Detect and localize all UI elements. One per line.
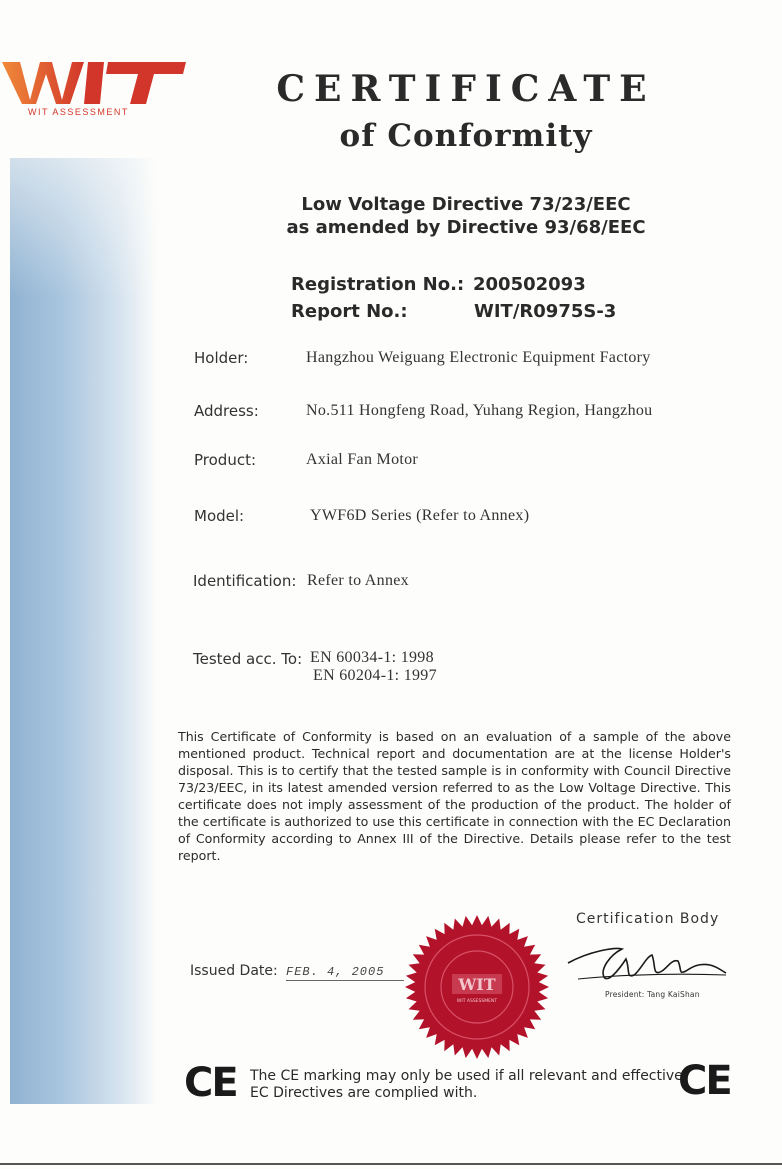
logo-caption: WIT ASSESSMENT	[28, 107, 129, 117]
president-caption: President: Tang KaiShan	[605, 990, 700, 999]
directive-line-2: as amended by Directive 93/68/EEC	[286, 217, 646, 238]
registration-label: Registration No.:	[291, 274, 465, 295]
bottom-divider	[0, 1163, 782, 1165]
ce-mark-icon-right: CE	[678, 1058, 731, 1104]
tested-label: Tested acc. To:	[193, 650, 303, 668]
certification-body-label: Certification Body	[576, 911, 720, 927]
svg-text:WIT ASSESSMENT: WIT ASSESSMENT	[456, 999, 498, 1004]
wit-seal-icon	[402, 912, 552, 1062]
identification-value: Refer to Annex	[307, 572, 409, 589]
registration-value: 200502093	[473, 274, 586, 295]
president-signature	[560, 935, 730, 995]
tested-standard-1: EN 60034-1: 1998	[310, 649, 434, 666]
issued-date-label: Issued Date:	[190, 963, 278, 979]
conformity-statement: This Certificate of Conformity is based on an evaluation of a sample of the above mentioned product. Technical report and documentation are at the license Holder's disposal. This is to certify that the tested sample is in conformity with Council Directive 73/23/EEC, in its latest amended version referred to as the Low Voltage Directive. This certificate does not imply assessment of the production of the product. The holder of the certificate is authorized to use this certificate in connection with the EC Declaration of Conformity according to Annex III of the Directive. Details please refer to the test report.	[178, 729, 731, 863]
model-label: Model:	[194, 507, 245, 525]
product-label: Product:	[194, 451, 257, 469]
report-value: WIT/R0975S-3	[474, 301, 617, 322]
address-value: No.511 Hongfeng Road, Yuhang Region, Hangzhou	[306, 402, 653, 419]
report-label: Report No.:	[291, 301, 408, 322]
address-label: Address:	[194, 402, 259, 420]
product-value: Axial Fan Motor	[306, 451, 419, 468]
holder-value: Hangzhou Weiguang Electronic Equipment Factory	[306, 349, 651, 366]
ce-statement-line-2: EC Directives are complied with.	[250, 1085, 478, 1101]
decorative-side-band	[10, 158, 158, 1104]
tested-standard-2: EN 60204-1: 1997	[313, 667, 437, 684]
ce-statement	[250, 1068, 683, 1102]
certificate-subtitle: of Conformity	[339, 118, 593, 154]
certificate-title: CERTIFICATE	[276, 68, 656, 110]
holder-label: Holder:	[194, 349, 249, 367]
ce-mark-icon: CE	[184, 1060, 237, 1106]
svg-text:WIT: WIT	[458, 975, 496, 994]
directive-line-1: Low Voltage Directive 73/23/EEC	[301, 194, 631, 215]
model-value: YWF6D Series (Refer to Annex)	[310, 507, 530, 524]
issued-date-value: FEB. 4, 2005	[286, 965, 404, 981]
identification-label: Identification:	[193, 572, 297, 590]
ce-statement-line-1: The CE marking may only be used if all relevant and effective	[250, 1068, 683, 1084]
